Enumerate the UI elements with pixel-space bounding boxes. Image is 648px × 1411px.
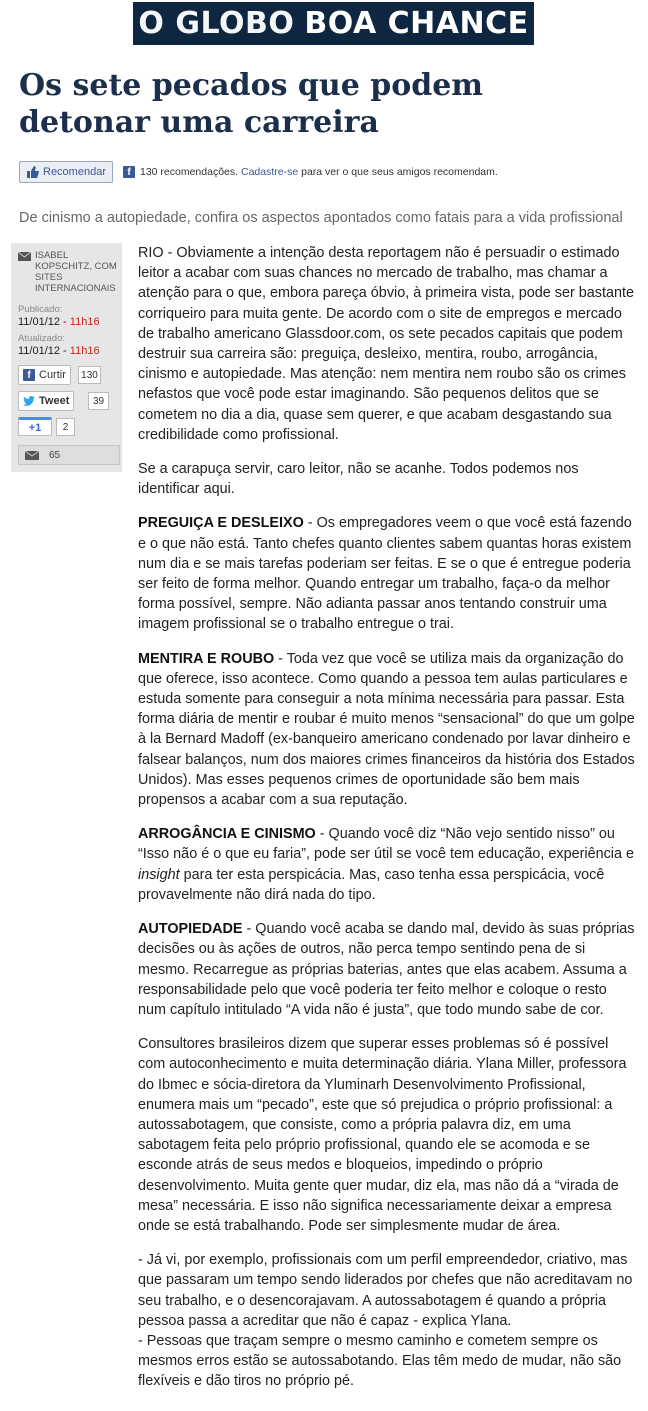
section-text: - Quando você diz “Não vejo sentido nisso” ou “Isso não é o que eu faria”, pode ser útil se você tem educação, experiência e xyxy=(138,826,634,863)
article-sidebar xyxy=(11,243,122,472)
plus-one-label: +1 xyxy=(28,421,42,434)
updated-datetime xyxy=(18,345,100,357)
facebook-icon: f xyxy=(23,369,35,381)
signup-suffix: para ver o que seus amigos recomendam. xyxy=(301,166,498,178)
italic-term: insight xyxy=(138,866,180,883)
recommend-button[interactable] xyxy=(19,161,113,183)
section-title: AUTOPIEDADE xyxy=(138,921,243,938)
article-subtitle: De cinismo a autopiedade, confira os aspectos apontados como fatais para a vida profissional xyxy=(19,210,623,226)
updated-label: Atualizado: xyxy=(18,333,66,344)
paragraph-consultores: Consultores brasileiros dizem que superar esses problemas só é possível com autoconhecimento e muita determinação diária. Ylana Miller, professora do Ibmec e sócia-diretora da Yluminarh Desenvolvimento Profissional, enumera mais um “pecado”, este que só prejudica o próprio profissional: a autossabotagem, que consiste, como a própria palavra diz, em uma sabotagem feita pelo próprio profissional, quando ele se acomoda e se esconde atrás de seus medos e bloqueios, impedindo o próprio desenvolvimento. Muita gente quer mudar, diz ela, mas não dá a “virada de mesa” necessária. E isso não significa necessariamente deixar a empresa onde se está trabalhando. Pode ser simplesmente mudar de área. xyxy=(138,1036,627,1234)
section-title: PREGUIÇA E DESLEIXO xyxy=(138,515,304,532)
facebook-like-button[interactable] xyxy=(18,365,71,385)
published-date: 11/01/12 - xyxy=(18,316,67,328)
site-banner[interactable] xyxy=(133,2,534,45)
paragraph-carapuca: Se a carapuça servir, caro leitor, não se acanhe. Todos podemos nos identificar aqui. xyxy=(138,461,579,498)
envelope-icon xyxy=(25,451,39,460)
paragraph-quotes xyxy=(138,1250,638,1391)
email-share-button[interactable] xyxy=(18,445,120,465)
section-title: ARROGÂNCIA E CINISMO xyxy=(138,826,316,843)
updated-date: 11/01/12 - xyxy=(18,345,67,357)
published-time: 11h16 xyxy=(69,316,100,328)
recommend-label: Recomendar xyxy=(43,166,106,178)
author-name: ISABEL KOPSCHITZ, COM SITES INTERNACIONAIS xyxy=(35,250,117,294)
author-byline xyxy=(18,250,122,294)
plus-one-count: 2 xyxy=(56,418,75,436)
section-text: - Os empregadores veem o que você está fazendo e o que não está. Tanto chefes quanto clientes sabem quantas horas existem num dia e se mais tarefas poderiam ser feitas. E se o que é entregue poderia ser feito de forma melhor. Quando entregar um trabalho, faça-o da melhor forma possível, sempre. Não adianta passar anos tentando construir uma imagem profissional se o trabalho entregue o trai. xyxy=(138,515,632,633)
section-arrogancia xyxy=(138,824,638,905)
tweet-count: 39 xyxy=(88,392,109,410)
banner-brand: O GLOBO xyxy=(138,6,295,41)
updated-time: 11h16 xyxy=(69,345,100,357)
like-label: Curtir xyxy=(39,369,66,381)
thumbs-up-icon xyxy=(26,166,39,178)
tweet-label: Tweet xyxy=(39,395,70,407)
section-text: - Toda vez que você se utiliza mais da organização do que oferece, isso acontece. Como quando a pessoa tem aulas particulares e estuda somente para conseguir a nota mínima necessária para passar. Esta forma diária de mentir e roubar é muito menos “sensacional” do que um golpe à la Bernard Madoff (ex-banqueiro americano condenado por lavar dinheiro e falsear balanços, num dos maiores crimes financeiros da história dos Estados Unidos). Mas esses pequenos crimes de oportunidade são bem mais propensos a acabar com a sua reputação. xyxy=(138,650,635,809)
like-count: 130 xyxy=(78,366,101,384)
envelope-icon xyxy=(18,252,31,261)
quote-line: - Pessoas que traçam sempre o mesmo caminho e cometem sempre os mesmos erros estão se autossabotando. Elas têm medo de mudar, não são flexíveis e dão tiros no próprio pé. xyxy=(138,1332,622,1390)
twitter-bird-icon xyxy=(23,396,35,406)
published-label: Publicado: xyxy=(18,304,63,315)
article-body xyxy=(138,243,638,1406)
section-text: - Quando você acaba se dando mal, devido às suas próprias decisões ou às ações de outros, não perca tempo sentindo pena de si mesmo. Recarregue as próprias baterias, antes que elas acabem. Assuma a responsabilidade pelo que você poderia ter feito melhor e coloque o resto num capítulo intitulado “A vida não é justa”, que todo mundo sabe de cor. xyxy=(138,921,635,1018)
facebook-social-bar xyxy=(19,161,498,183)
section-autopiedade xyxy=(138,919,638,1020)
google-plus-one-button[interactable] xyxy=(18,417,52,436)
paragraph-intro: RIO - Obviamente a intenção desta reportagem não é persuadir o estimado leitor a acabar com suas chances no mercado de trabalho, mas chamar a atenção para o que, embora pareça óbvio, à primeira vista, pode ser bastante corriqueiro para muita gente. De acordo com o site de empregos e mercado de trabalho americano Glassdoor.com, os sete pecados capitais que podem destruir sua carreira são: preguiça, desleixo, mentira, roubo, arrogância, cinismo e autopiedade. Mas atenção: nem mentira nem roubo são os crimes nefastos que você pode estar imaginando. São pequenos delitos que se cometem no dia a dia, quase sem querer, e que acabam desgastando sua credibilidade como profissional. xyxy=(138,245,634,443)
recommend-count-text: 130 recomendações. xyxy=(139,166,239,178)
signup-link[interactable]: Cadastre-se xyxy=(240,166,299,178)
published-datetime xyxy=(18,316,100,328)
section-mentira xyxy=(138,649,638,811)
article-headline: Os sete pecados que podem detonar uma carreira xyxy=(19,68,484,140)
banner-section: BOA CHANCE xyxy=(304,6,529,41)
facebook-icon: f xyxy=(123,166,135,178)
section-text: para ter esta perspicácia. Mas, caso tenha essa perspicácia, você provavelmente não dirá nada do tipo. xyxy=(138,866,605,903)
tweet-button[interactable] xyxy=(18,391,74,411)
email-count: 65 xyxy=(49,449,61,461)
quote-line: - Já vi, por exemplo, profissionais com um perfil empreendedor, criativo, mas que passaram um tempo sendo liderados por chefes que não acreditavam no seu trabalho, e o desencorajavam. A autossabotagem é quando a própria pessoa passa a acreditar que não é capaz - explica Ylana. xyxy=(138,1252,633,1329)
section-title: MENTIRA E ROUBO xyxy=(138,650,275,667)
section-preguica xyxy=(138,513,638,634)
